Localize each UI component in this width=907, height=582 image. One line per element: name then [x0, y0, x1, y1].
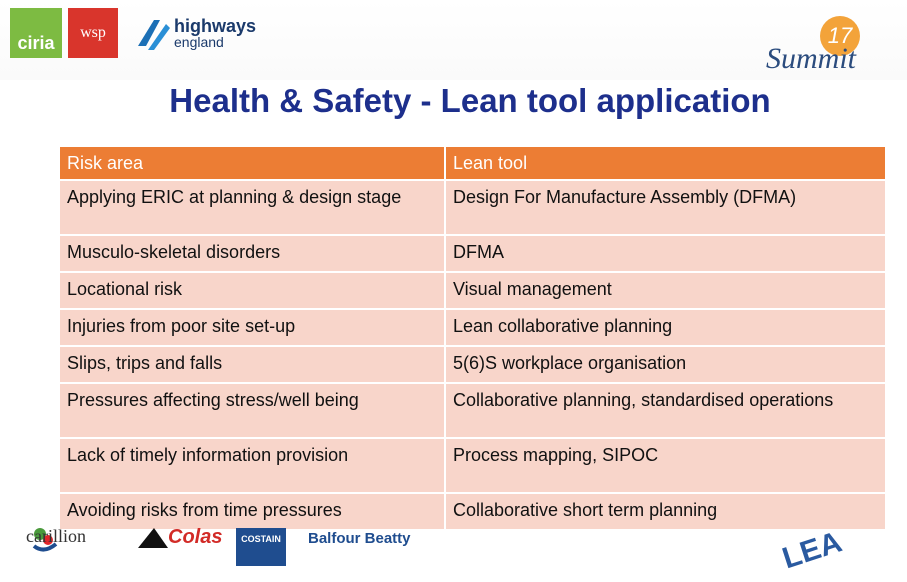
table-row: [59, 438, 886, 493]
risk-cell: Pressures affecting stress/well being: [59, 383, 445, 438]
summit-word: Summit: [766, 42, 856, 75]
highways-england-icon: [136, 16, 170, 52]
header-lean-tool: Lean tool: [445, 146, 886, 180]
balfour-beatty-logo: Balfour Beatty: [308, 530, 411, 547]
table-row: [59, 383, 886, 438]
risk-cell: Lack of timely information provision: [59, 438, 445, 493]
page-title: Health & Safety - Lean tool application: [169, 82, 771, 119]
summit-number: 17: [820, 16, 860, 56]
ciria-logo: [10, 8, 62, 58]
summit-logo: [762, 16, 882, 78]
table-row: [59, 346, 886, 383]
lean-tool-table: [58, 145, 887, 531]
highways-logo-line2: england: [174, 34, 224, 50]
risk-cell: Avoiding risks from time pressures: [59, 493, 445, 530]
risk-cell: Slips, trips and falls: [59, 346, 445, 383]
tool-cell: Collaborative planning, standardised operations: [445, 383, 886, 438]
table-row: [59, 272, 886, 309]
highways-england-logo: [136, 14, 266, 54]
ciria-logo-text: ciria: [17, 33, 55, 53]
wsp-logo: [68, 8, 118, 58]
highways-logo-line1: highways: [174, 16, 257, 36]
colas-logo: Colas: [168, 526, 223, 548]
lean-logo: [779, 510, 896, 582]
tool-cell: DFMA: [445, 235, 886, 272]
risk-cell: Injuries from poor site set-up: [59, 309, 445, 346]
table-row: [59, 309, 886, 346]
tool-cell: Lean collaborative planning: [445, 309, 886, 346]
table-row: [59, 235, 886, 272]
lean-logo-text: LEA: [778, 525, 846, 576]
header-risk-area: Risk area: [59, 146, 445, 180]
footer-logos: [0, 510, 907, 576]
costain-logo: [236, 528, 286, 566]
tool-cell: Collaborative short term planning: [445, 493, 886, 530]
risk-cell: Musculo-skeletal disorders: [59, 235, 445, 272]
colas-icon: [138, 526, 168, 550]
wsp-logo-text: wsp: [80, 24, 106, 41]
costain-logo-text: COSTAIN: [241, 534, 281, 544]
tool-cell: Design For Manufacture Assembly (DFMA): [445, 180, 886, 235]
carillion-logo: carillion: [26, 526, 86, 546]
tool-cell: Process mapping, SIPOC: [445, 438, 886, 493]
risk-cell: Locational risk: [59, 272, 445, 309]
tool-cell: 5(6)S workplace organisation: [445, 346, 886, 383]
tool-cell: Visual management: [445, 272, 886, 309]
table-header-row: [59, 146, 886, 180]
table-row: [59, 180, 886, 235]
risk-cell: Applying ERIC at planning & design stage: [59, 180, 445, 235]
